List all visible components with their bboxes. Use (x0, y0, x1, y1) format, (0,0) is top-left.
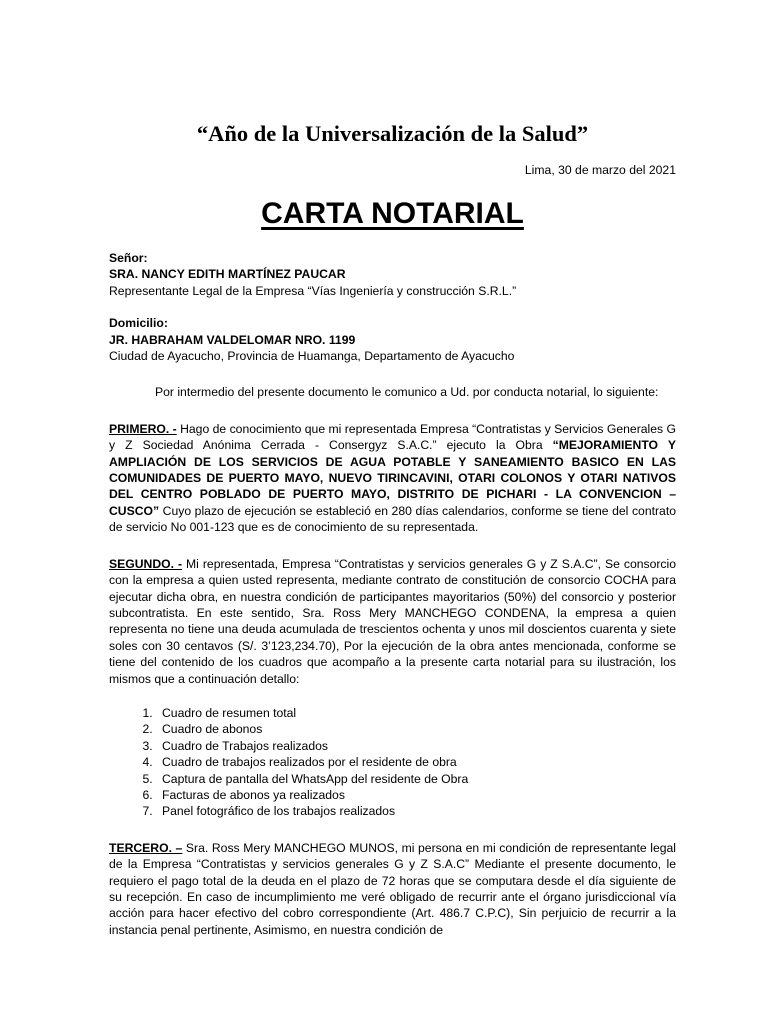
list-item: 7. Panel fotográfico de los trabajos realizados (156, 803, 676, 819)
attachments-list (109, 705, 676, 820)
clause-primero-label: PRIMERO. - (109, 421, 177, 436)
list-item: 3. Cuadro de Trabajos realizados (156, 738, 676, 754)
clause-segundo-label: SEGUNDO. - (109, 556, 183, 571)
addressee-name: SRA. NANCY EDITH MARTÍNEZ PAUCAR (109, 267, 346, 282)
clause-segundo-text: Mi representada, Empresa “Contratistas y servicios generales G y Z S.A.C”, Se consorcio con la empresa a quien usted representa, mediante contrato de constitución de consorcio COCHA para ejecutar dicha obra, en nuestra condición de participantes mayoritarios (50%) del consorcio y posterior subcontratista. En este sentido, Sra. Ross Mery MANCHEGO CONDENA, la empresa a quien representa no tiene una deuda acumulada de trescientos ochenta y unos mil doscientos cuarenta y siete soles con 30 centavos (S/. 3’123,234.70), Por la ejecución de la obra antes mencionada, conforme se tiene del contenido de los cuadros que acompaño a la presente carta notarial para su ilustración, los mismos que a continuación detallo: (109, 556, 677, 686)
clause-primero-text-a: Hago de conocimiento que mi representada Empresa “Contratistas y Servicios Generales G y Z Sociedad Anónima Cerrada - Consergyz S.A.C.” ejecuto la Obra (109, 421, 676, 453)
clause-primero (109, 421, 676, 536)
clause-primero-project: “MEJORAMIENTO Y AMPLIACIÓN DE LOS SERVICIOS DE AGUA POTABLE Y SANEAMIENTO BASICO EN LAS COMUNIDADES DE PUERTO MAYO, NUEVO TIRINCAVINI, OTARI COLONOS Y OTARI NATIVOS DEL CENTRO POBLADO DE PUERTO MAYO, DISTRITO DE PICHARI - LA CONVENCION – CUSCO” (109, 438, 676, 518)
domicile-street: JR. HABRAHAM VALDELOMAR NRO. 1199 (109, 332, 356, 347)
letter-date: Lima, 30 de marzo del 2021 (524, 163, 676, 177)
list-item: 1. Cuadro de resumen total (156, 705, 676, 721)
addressee-block (109, 250, 676, 299)
clause-tercero-label: TERCERO. – (109, 840, 183, 855)
domicile-block (109, 315, 676, 364)
list-item: 2. Cuadro de abonos (156, 721, 676, 737)
list-item: 6. Facturas de abonos ya realizados (156, 787, 676, 803)
list-item: 5. Captura de pantalla del WhatsApp del residente de Obra (156, 771, 676, 787)
clause-primero-text-b: Cuyo plazo de ejecución se estableció en 280 días calendarios, conforme se tiene del contrato de servicio No 001-123 que es de conocimiento de su representada. (109, 503, 676, 535)
clause-tercero-text: Sra. Ross Mery MANCHEGO MUNOS, mi persona en mi condición de representante legal de la Empresa “Contratistas y servicios generales G y Z S.A.C” Mediante el presente documento, le requiero el pago total de la deuda en el plazo de 72 horas que se computara desde el día siguiente de su recepción. En caso de incumplimiento me veré obligado de recurrir ante el órgano jurisdiccional vía acción para hacer efectivo del cobro correspondiente (Art. 486.7 C.P.C), Sin perjuicio de recurrir a la instancia penal pertinente, Asimismo, en nuestra condición de (109, 840, 676, 937)
domicile-label: Domicilio: (109, 316, 168, 331)
intro-paragraph: Por intermedio del presente documento le comunico a Ud. por conducta notarial, lo siguiente: (155, 385, 659, 400)
document-title: CARTA NOTARIAL (261, 197, 524, 230)
year-title: “Año de la Universalización de la Salud” (196, 121, 589, 146)
addressee-role: Representante Legal de la Empresa “Vías Ingeniería y construcción S.R.L.” (109, 283, 517, 298)
clause-tercero (109, 840, 676, 938)
domicile-city: Ciudad de Ayacucho, Provincia de Huamanga, Departamento de Ayacucho (109, 349, 515, 364)
salutation: Señor: (109, 251, 148, 265)
list-item: 4. Cuadro de trabajos realizados por el residente de obra (156, 754, 676, 770)
clause-segundo (109, 556, 676, 687)
